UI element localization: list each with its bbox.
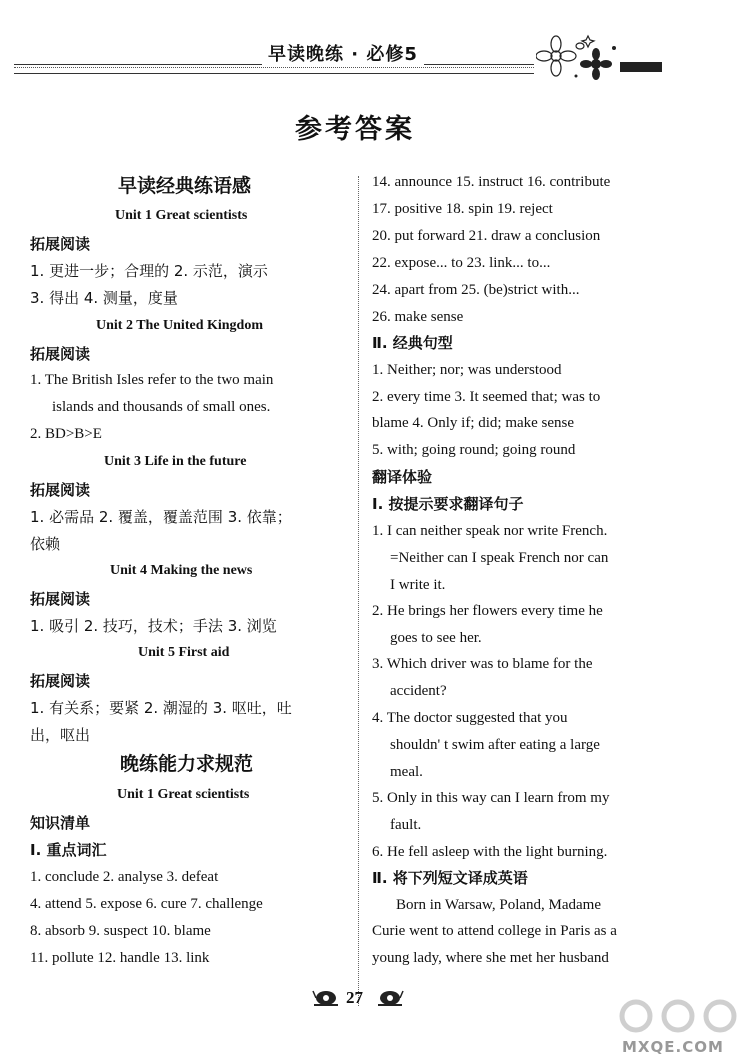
vocab-line: 11. pollute 12. handle 13. link xyxy=(30,950,210,966)
snail-left-icon xyxy=(312,988,340,1006)
answer-line: 1. 更进一步；合理的 2. 示范，演示 xyxy=(30,262,268,280)
flower-decoration-icon xyxy=(536,34,661,84)
vocab-line: 17. positive 18. spin 19. reject xyxy=(372,201,553,217)
unit-heading: Unit 5 First aid xyxy=(138,645,230,660)
passage-line: Curie went to attend college in Paris as a xyxy=(372,923,617,939)
answer-line: 1. 必需品 2. 覆盖，覆盖范围 3. 依靠； xyxy=(30,508,292,526)
vocab-line: 14. announce 15. instruct 16. contribute xyxy=(372,174,611,190)
translation-line: fault. xyxy=(390,817,422,833)
answer-line: 2. every time 3. It seemed that; was to xyxy=(372,389,601,405)
translation-line: =Neither can I speak French nor can xyxy=(390,550,609,566)
translation-line: meal. xyxy=(390,764,423,780)
vocab-line: 22. expose... to 23. link... to... xyxy=(372,255,551,271)
subsection-label: Ⅰ. 按提示要求翻译句子 xyxy=(372,495,524,513)
subsection-label: 拓展阅读 xyxy=(30,345,91,363)
translation-line: goes to see her. xyxy=(390,630,482,646)
answer-line: 1. 有关系；要紧 2. 潮湿的 3. 呕吐，吐 xyxy=(30,699,292,717)
answer-line: 2. BD>B>E xyxy=(30,426,102,442)
header-rule-dotted xyxy=(14,67,534,68)
watermark-text: MXQE.COM xyxy=(622,1038,724,1056)
answer-line: 3. 得出 4. 测量，度量 xyxy=(30,289,178,307)
subsection-label: 拓展阅读 xyxy=(30,672,91,690)
subsection-label: Ⅱ. 将下列短文译成英语 xyxy=(372,869,528,887)
translation-line: 6. He fell asleep with the light burning. xyxy=(372,844,608,860)
header-title: 早读晚练 · 必修5 xyxy=(262,40,424,66)
unit-heading: Unit 3 Life in the future xyxy=(104,454,247,469)
answer-line: blame 4. Only if; did; make sense xyxy=(372,415,575,431)
translation-line: 4. The doctor suggested that you xyxy=(372,710,568,726)
subsection-label: 拓展阅读 xyxy=(30,590,91,608)
vocab-line: 26. make sense xyxy=(372,309,464,325)
column-divider xyxy=(358,176,359,1006)
page-number: 27 xyxy=(346,988,363,1007)
answer-line: 出，呕出 xyxy=(30,726,91,744)
subsection-label: 翻译体验 xyxy=(372,468,433,486)
translation-line: I write it. xyxy=(390,577,446,593)
vocab-line: 20. put forward 21. draw a conclusion xyxy=(372,228,601,244)
answer-line: islands and thousands of small ones. xyxy=(52,399,271,415)
translation-line: 3. Which driver was to blame for the xyxy=(372,656,593,672)
subsection-label: 拓展阅读 xyxy=(30,481,91,499)
header-bar xyxy=(620,62,662,72)
section-title-morning: 早读经典练语感 xyxy=(118,175,252,197)
translation-line: 2. He brings her flowers every time he xyxy=(372,603,603,619)
unit-heading: Unit 1 Great scientists xyxy=(115,208,248,223)
vocab-line: 4. attend 5. expose 6. cure 7. challenge xyxy=(30,896,263,912)
answer-line: 1. The British Isles refer to the two main xyxy=(30,372,274,388)
passage-line: Born in Warsaw, Poland, Madame xyxy=(396,897,602,913)
vocab-line: 1. conclude 2. analyse 3. defeat xyxy=(30,869,219,885)
vocab-line: 24. apart from 25. (be)strict with... xyxy=(372,282,580,298)
subsection-label: 知识清单 xyxy=(30,814,91,832)
section-title-evening: 晚练能力求规范 xyxy=(120,753,254,775)
unit-heading: Unit 4 Making the news xyxy=(110,563,253,578)
translation-line: accident? xyxy=(390,683,447,699)
snail-right-icon xyxy=(376,988,404,1006)
answer-line: 1. Neither; nor; was understood xyxy=(372,362,562,378)
subsection-label: 拓展阅读 xyxy=(30,235,91,253)
subsection-label: Ⅱ. 经典句型 xyxy=(372,334,453,352)
passage-line: young lady, where she met her husband xyxy=(372,950,609,966)
translation-line: shouldn' t swim after eating a large xyxy=(390,737,600,753)
vocab-line: 8. absorb 9. suspect 10. blame xyxy=(30,923,211,939)
subsection-label: Ⅰ. 重点词汇 xyxy=(30,841,107,859)
answer-line: 5. with; going round; going round xyxy=(372,442,576,458)
page-title: 参考答案 xyxy=(295,114,415,145)
translation-line: 1. I can neither speak nor write French. xyxy=(372,523,608,539)
translation-line: 5. Only in this way can I learn from my xyxy=(372,790,610,806)
unit-heading: Unit 1 Great scientists xyxy=(117,787,250,802)
unit-heading: Unit 2 The United Kingdom xyxy=(96,318,263,333)
answer-line: 1. 吸引 2. 技巧，技术；手法 3. 浏览 xyxy=(30,617,277,635)
answer-line: 依赖 xyxy=(30,535,61,553)
